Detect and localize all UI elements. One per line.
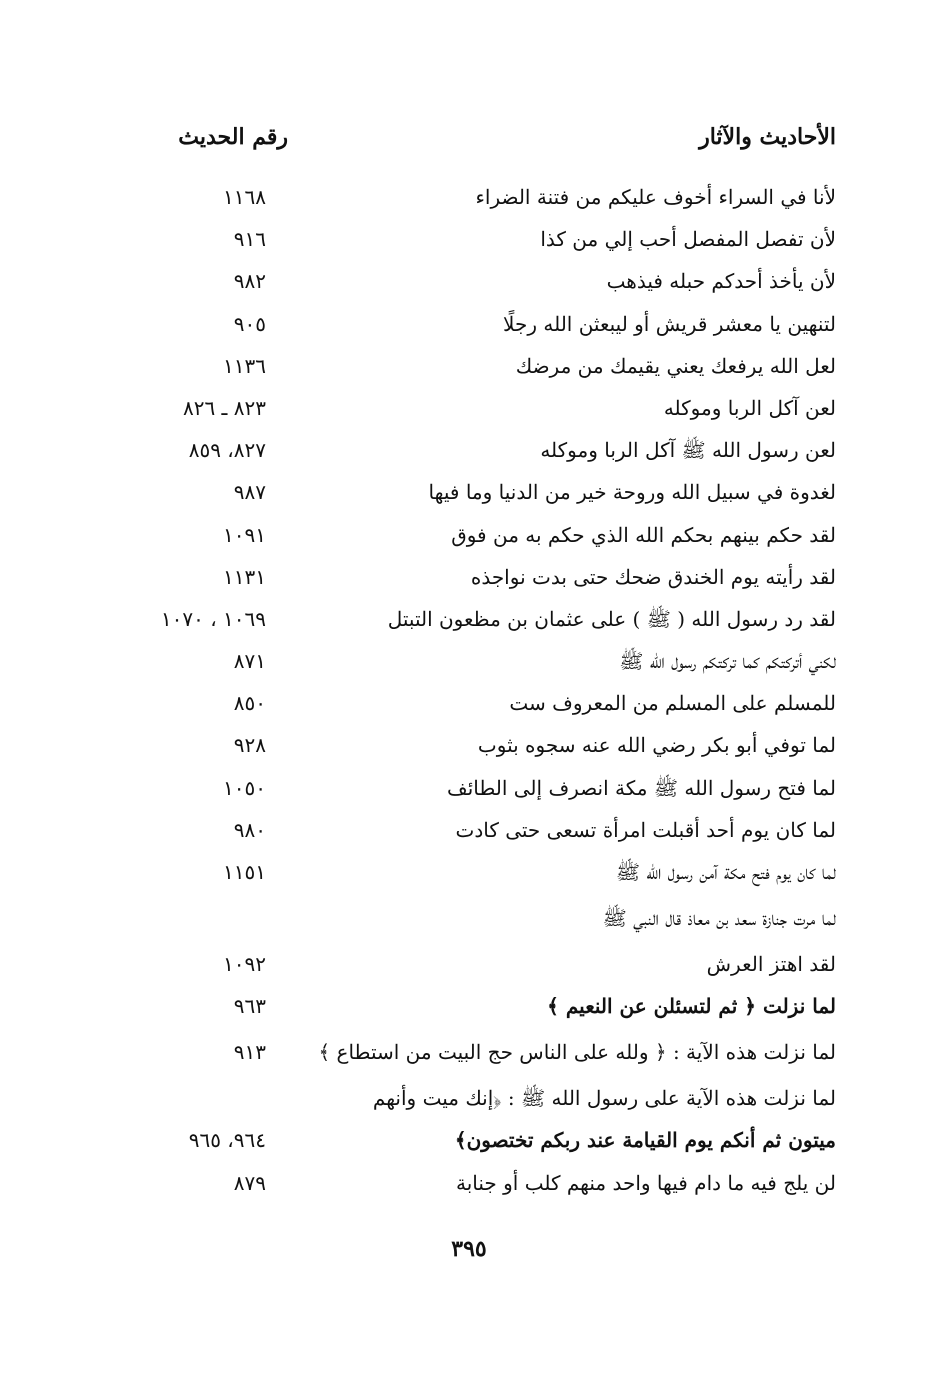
hadith-number: ٩٨٢ (233, 269, 266, 294)
header-number-label: رقم الحديث (178, 124, 288, 150)
header-title: الأحاديث والآثار (699, 124, 836, 150)
index-header (100, 124, 836, 160)
hadith-text: لأن تفصل المفصل أحب إلي من كذا (540, 227, 836, 252)
hadith-text: لكني أتركتكم كما تركتكم رسول الله ﷺ (619, 649, 836, 674)
index-row (100, 1162, 836, 1204)
hadith-number: ٩٢٨ (233, 733, 266, 758)
hadith-number: ٩١٦ (233, 227, 266, 252)
hadith-number: ٩٦٣ (233, 994, 266, 1019)
hadith-number: ٨٥٠ (233, 691, 266, 716)
hadith-number: ١٠٥٠ (223, 775, 266, 800)
hadith-number: ٩١٣ (233, 1040, 266, 1065)
index-row (100, 724, 836, 766)
hadith-text: لما نزلت ﴿ ثم لتسئلن عن النعيم ﴾ (547, 994, 836, 1019)
index-row (100, 1077, 836, 1119)
index-row (100, 1119, 836, 1161)
hadith-text: لما نزلت هذه الآية : ﴿ ولله على الناس حج البيت من استطاع ﴾ (318, 1040, 836, 1065)
page-number: ٣٩٥ (451, 1236, 487, 1262)
hadith-number: ٨٢٧، ٨٥٩ (188, 438, 266, 463)
hadith-text: لأن يأخذ أحدكم حبله فيذهب (606, 269, 836, 294)
index-row (100, 387, 836, 429)
hadith-text: لما نزلت هذه الآية على رسول الله ﷺ : ﴿إنك ميت وأنهم (372, 1086, 836, 1111)
index-row (100, 767, 836, 809)
index-row (100, 218, 836, 260)
index-row (100, 943, 836, 985)
hadith-number: ٨٧٩ (233, 1170, 266, 1195)
hadith-text: لما مرت جنازة سعد بن معاذ قال النبي ﷺ (602, 906, 836, 930)
index-row (100, 897, 836, 943)
hadith-text: لن يلج فيه ما دام فيها واحد منهم كلب أو جنابة (456, 1170, 836, 1195)
hadith-number: ٨٧١ (233, 649, 266, 674)
index-row (100, 303, 836, 345)
hadith-text: ميتون ثم أنكم يوم القيامة عند ربكم تختصون﴾ (454, 1128, 836, 1153)
hadith-text: لما فتح رسول الله ﷺ مكة انصرف إلى الطائف (446, 775, 836, 800)
hadith-text: لقد اهتز العرش (706, 952, 836, 976)
hadith-number: ٩٨٧ (233, 480, 266, 505)
index-row (100, 514, 836, 556)
hadith-number: ٩٠٥ (233, 311, 266, 336)
hadith-number: ١١٣٦ (223, 353, 266, 378)
hadith-number: ١١٥١ (223, 860, 266, 884)
hadith-text: لقد حكم بينهم بحكم الله الذي حكم به من فوق (451, 522, 836, 547)
hadith-number: ١٠٦٩ ، ١٠٧٠ (160, 606, 266, 631)
hadith-number: ٩٨٠ (233, 817, 266, 842)
hadith-number: ١٠٩١ (223, 522, 266, 547)
index-row (100, 598, 836, 640)
index-row (100, 345, 836, 387)
hadith-text: لعل الله يرفعك يعني يقيمك من مرضك (515, 353, 836, 378)
index-row (100, 176, 836, 218)
hadith-number: ١١٦٨ (223, 185, 266, 209)
index-row (100, 985, 836, 1031)
hadith-text: لعن رسول الله ﷺ آكل الربا وموكله (540, 438, 836, 463)
hadith-number: ٩٦٤، ٩٦٥ (188, 1128, 266, 1153)
hadith-text: لتنهين يا معشر قريش أو ليبعثن الله رجلًا (503, 311, 836, 336)
index-row (100, 851, 836, 897)
hadith-text: للمسلم على المسلم من المعروف ست (509, 691, 836, 716)
hadith-text: لما توفي أبو بكر رضي الله عنه سجوه بثوب (477, 733, 836, 758)
hadith-text: لغدوة في سبيل الله وروحة خير من الدنيا وما فيها (428, 480, 836, 505)
index-row (100, 429, 836, 471)
index-row (100, 471, 836, 513)
hadith-text: لقد رد رسول الله ( ﷺ ) على عثمان بن مظعون التبتل (387, 606, 836, 631)
hadith-number: ١١٣١ (223, 564, 266, 589)
index-row (100, 556, 836, 598)
hadith-number: ١٠٩٢ (223, 952, 266, 976)
index-row (100, 809, 836, 851)
hadith-number: ٨٢٣ ـ ٨٢٦ (182, 395, 266, 420)
index-row (100, 1031, 836, 1077)
index-list (100, 176, 836, 1204)
hadith-text: لما كان يوم أحد أقبلت امرأة تسعى حتى كادت (455, 817, 836, 842)
index-row (100, 682, 836, 724)
index-row (100, 640, 836, 682)
hadith-text: لأنا في السراء أخوف عليكم من فتنة الضراء (475, 185, 836, 209)
hadith-text: لقد رأيته يوم الخندق ضحك حتى بدت نواجذه (470, 564, 836, 589)
hadith-text: لعن آكل الربا وموكله (663, 395, 836, 420)
index-row (100, 260, 836, 302)
hadith-text: لما كان يوم فتح مكة آمن رسول الله ﷺ (615, 860, 836, 884)
